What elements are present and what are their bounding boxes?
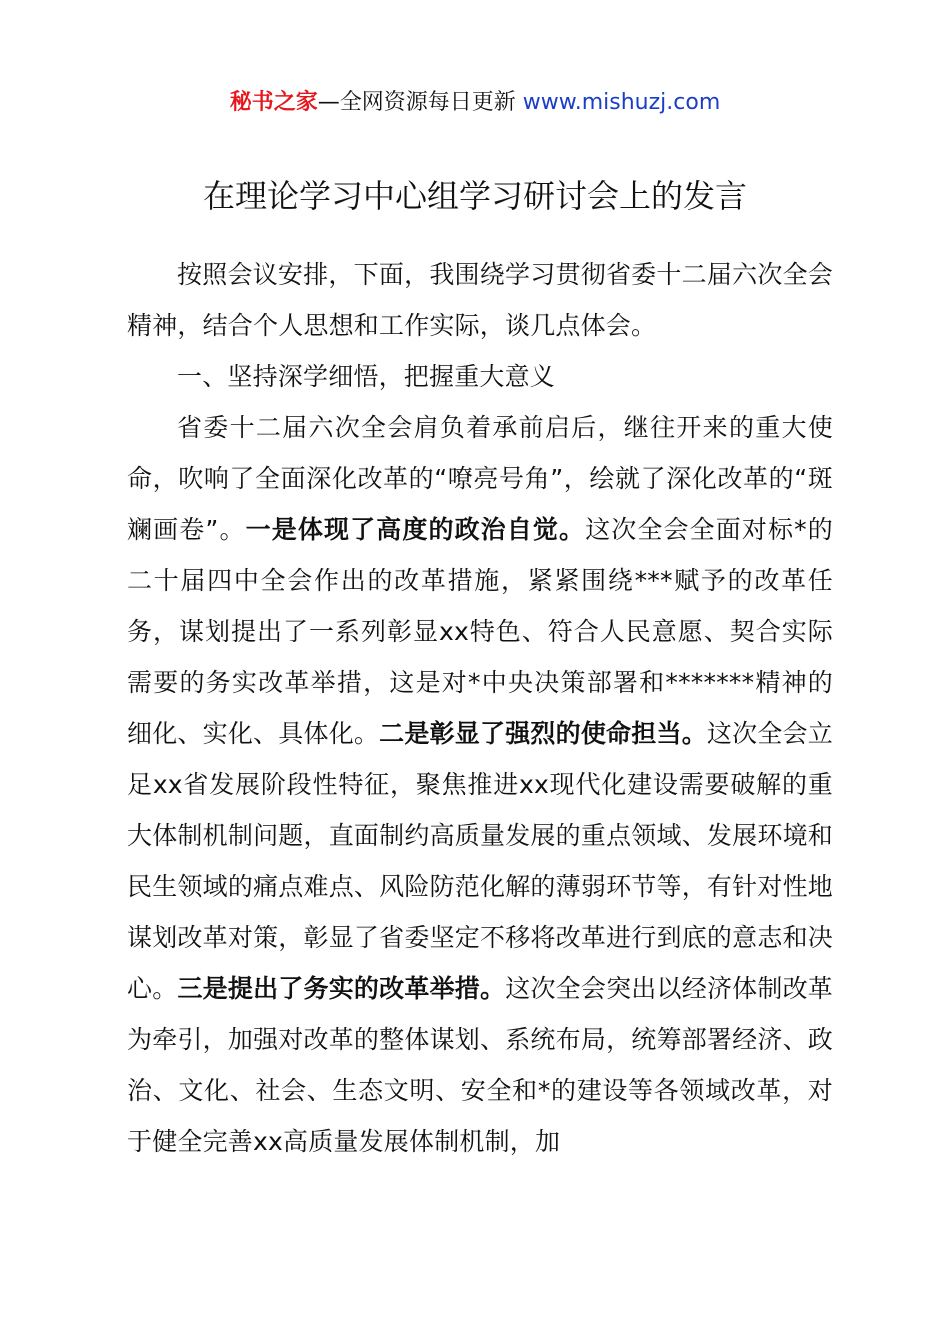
body-paragraph	[127, 402, 833, 1167]
point-heading-3: 三是提出了务实的改革举措。	[177, 974, 506, 1003]
site-brand: 秘书之家	[229, 90, 318, 115]
point-text-1: 这次全会全面对标*的二十届四中全会作出的改革措施，紧紧围绕***赋予的改革任务，谋划提出了一系列彰显xx特色、符合人民意愿、契合实际需要的务实改革举措，这是对*中央决策部署和*******精神的细化、实化、具体化。	[127, 515, 833, 748]
document-title: 在理论学习中心组学习研讨会上的发言	[202, 177, 747, 215]
point-heading-2: 二是彰显了强烈的使命担当。	[379, 719, 707, 748]
point-heading-1: 一是体现了高度的政治自觉。	[245, 515, 586, 544]
intro-paragraph: 按照会议安排，下面，我围绕学习贯彻省委十二届六次全会精神，结合个人思想和工作实际，谈几点体会。	[127, 260, 833, 340]
site-header	[0, 86, 950, 120]
paragraph-lead: 省委十二届六次全会肩负着承前启后，继往开来的重大使命，吹响了全面深化改革的“嘹亮号角”，绘就了深化改革的“斑斓画卷”。	[127, 413, 833, 544]
point-text-2: 这次全会立足xx省发展阶段性特征，聚焦推进xx现代化建设需要破解的重大体制机制问题，直面制约高质量发展的重点领域、发展环境和民生领域的痛点难点、风险防范化解的薄弱环节等，有针对性地谋划改革对策，彰显了省委坚定不移将改革进行到底的意志和决心。	[127, 719, 833, 1003]
site-slogan: —全网资源每日更新	[317, 90, 523, 115]
document-body	[127, 249, 833, 1167]
point-text-3: 这次全会突出以经济体制改革为牵引，加强对改革的整体谋划、系统布局，统筹部署经济、政治、文化、社会、生态文明、安全和*的建设等各领域改革，对于健全完善xx高质量发展体制机制，加	[127, 974, 834, 1156]
section-heading: 一、坚持深学细悟，把握重大意义	[177, 362, 556, 391]
site-url-link[interactable]: www.mishuzj.com	[522, 90, 721, 115]
